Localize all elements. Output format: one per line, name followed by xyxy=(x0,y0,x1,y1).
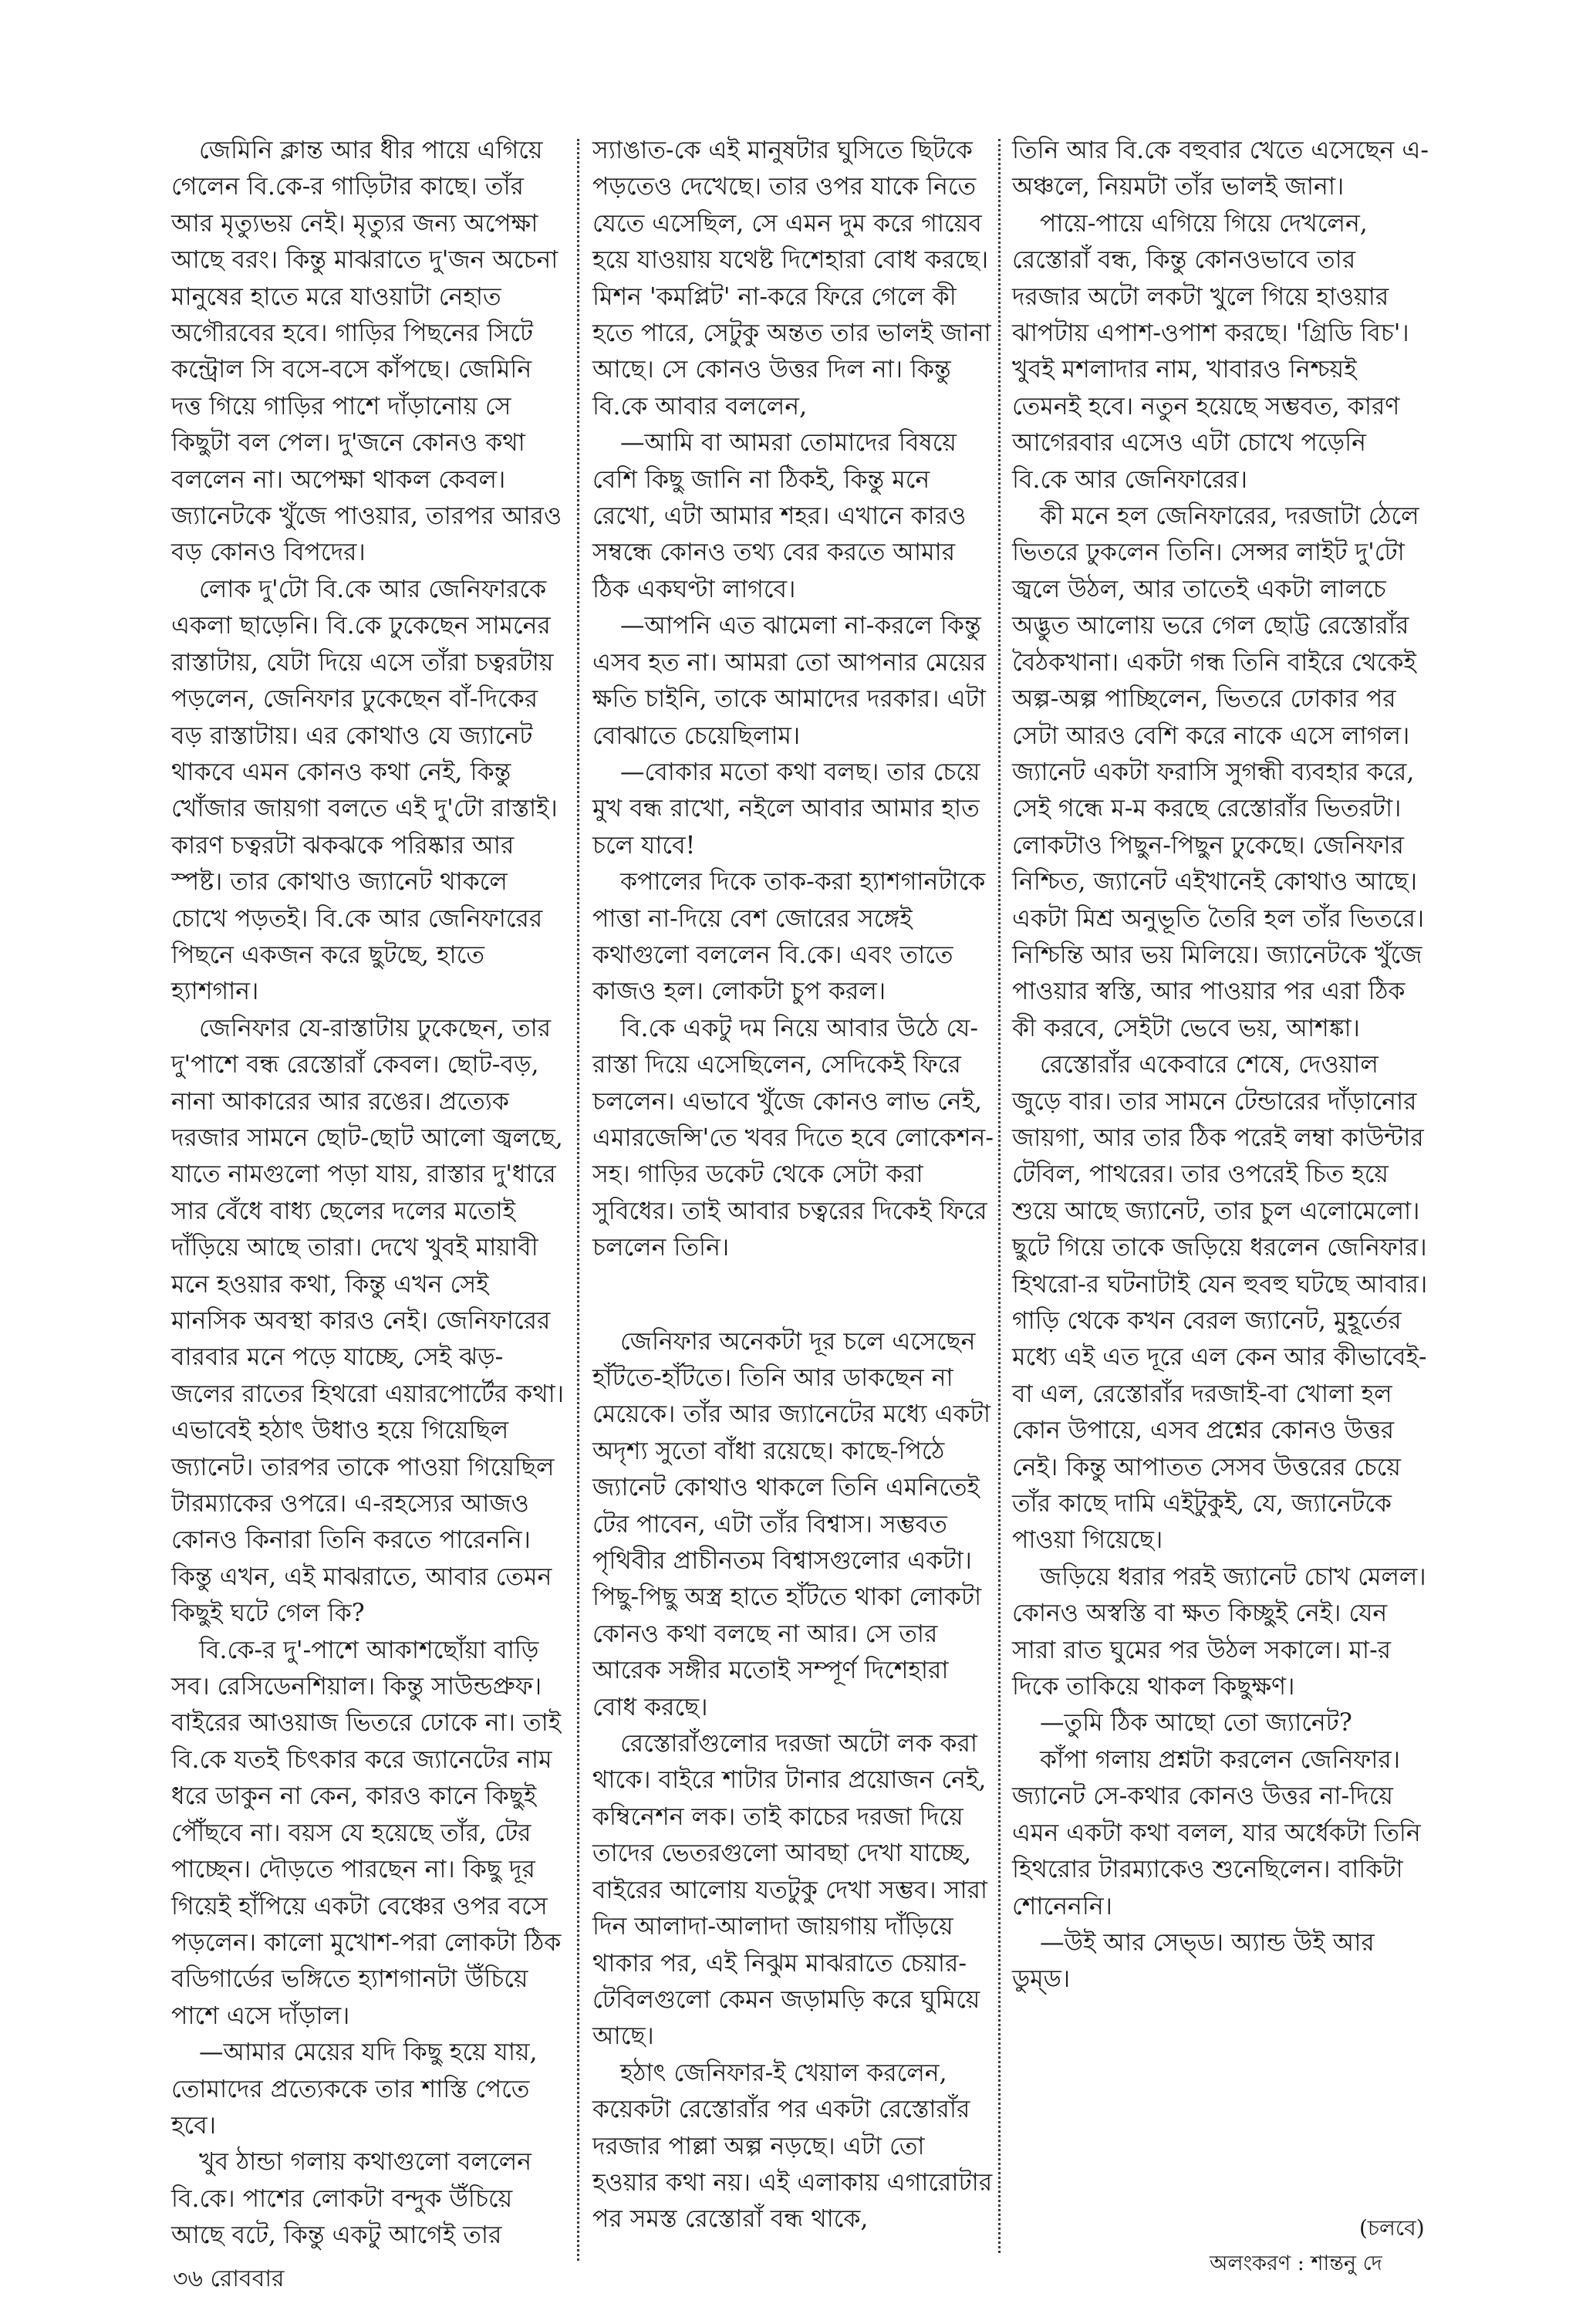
paragraph: জেনিফার যে-রাস্তাটায় ঢুকেছেন, তার দু'পাশে বন্ধ রেস্তোরাঁ কেবল। ছোট-বড়, নানা আকারের আর রঙের। প্রত্যেক দরজার সামনে ছোট-ছোট আলো জ্বলছে, যাতে নামগুলো পড়া যায়, রাস্তার দু'ধারে সার বেঁধে বাধ্য ছেলের দলের মতোই দাঁড়িয়ে আছে তারা। দেখে খুবই মায়াবী মনে হওয়ার কথা, কিন্তু এখন সেই মানসিক অবস্থা কারও নেই। জেনিফারের বারবার মনে পড়ে যাচ্ছে, সেই ঝড়-জলের রাতের হিথরো এয়ারপোর্টের কথা। এভাবেই হঠাৎ উধাও হয়ে গিয়েছিল জ্যানেট। তারপর তাকে পাওয়া গিয়েছিল টারম্যাকের ওপরে। এ-রহস্যের আজও কোনও কিনারা তিনি করতে পারেননি। কিন্তু এখন, এই মাঝরাতে, আবার তেমন কিছুই ঘটে গেল কি? xyxy=(171,1014,564,1628)
paragraph: তিনি আর বি.কে বহুবার খেতে এসেছেন এ-অঞ্চলে, নিয়মটা তাঁর ভালই জানা। xyxy=(1012,137,1429,201)
paragraph: জেনিফার অনেকটা দূর চলে এসেছেন হাঁটতে-হাঁটতে। তিনি আর ডাকছেন না মেয়েকে। তাঁর আর জ্যানেটের মধ্যে একটা অদৃশ্য সুতো বাঁধা রয়েছে। কাছে-পিঠে জ্যানেট কোথাও থাকলে তিনি এমনিতেই টের পাবেন, এটা তাঁর বিশ্বাস। সম্ভবত পৃথিবীর প্রাচীনতম বিশ্বাসগুলোর একটা। পিছু-পিছু অস্ত্র হাতে হাঁটতে থাকা লোকটা কোনও কথা বলছে না আর। সে তার আরেক সঙ্গীর মতোই সম্পূর্ণ দিশেহারা বোধ করছে। xyxy=(592,1327,990,1721)
paragraph: জেমিনি ক্লান্ত আর ধীর পায়ে এগিয়ে গেলেন বি.কে-র গাড়িটার কাছে। তাঁর আর মৃত্যুভয় নেই। মৃত্যুর জন্য অপেক্ষা আছে বরং। কিন্তু মাঝরাতে দু'জন অচেনা মানুষের হাতে মরে যাওয়াটা নেহাত অগৌরবের হবে। গাড়ির পিছনের সিটে কন্ট্রোল সি বসে-বসে কাঁপছে। জেমিনি দত্ত গিয়ে গাড়ির পাশে দাঁড়ানোয় সে কিছুটা বল পেল। দু'জনে কোনও কথা বললেন না। অপেক্ষা থাকল কেবল। জ্যানেটকে খুঁজে পাওয়ার, তারপর আরও বড় কোনও বিপদের। xyxy=(171,137,562,567)
text-column-2 xyxy=(592,133,994,2238)
paragraph: জড়িয়ে ধরার পরই জ্যানেট চোখ মেলল। কোনও অস্বস্তি বা ক্ষত কিচ্ছুই নেই। যেন সারা রাত ঘুমের পর উঠল সকালে। মা-র দিকে তাকিয়ে থাকল কিছুক্ষণ। xyxy=(1012,1562,1426,1701)
dialogue-paragraph: —উই আর সেভ্ড। অ্যান্ড উই আর ডুম্ড। xyxy=(1012,1928,1375,1994)
dialogue-paragraph: —আমার মেয়ের যদি কিছু হয়ে যায়, তোমাদের প্রত্যেককে তার শাস্তি পেতে হবে। xyxy=(171,2039,538,2140)
text-column-1 xyxy=(171,133,565,2255)
dialogue-paragraph: —তুমি ঠিক আছো তো জ্যানেট? xyxy=(1040,1709,1352,1738)
paragraph: কী মনে হল জেনিফারের, দরজাটা ঠেলে ভিতরে ঢুকলেন তিনি। সেন্সর লাইট দু'টো জ্বলে উঠল, আর তাতেই একটা লালচে অদ্ভুত আলোয় ভরে গেল ছোট্ট রেস্তোরাঁর বৈঠকখানা। একটা গন্ধ তিনি বাইরে থেকেই অল্প-অল্প পাচ্ছিলেন, ভিতরে ঢোকার পর সেটা আরও বেশি করে নাকে এসে লাগল। জ্যানেট একটা ফরাসি সুগন্ধী ব্যবহার করে, সেই গন্ধে ম-ম করছে রেস্তোরাঁর ভিতরটা। লোকটাও পিছুন-পিছুন ঢুকেছে। জেনিফার নিশ্চিত, জ্যানেট এইখানেই কোথাও আছে। একটা মিশ্র অনুভূতি তৈরি হল তাঁর ভিতরে। নিশ্চিন্তি আর ভয় মিলিয়ে। জ্যানেটকে খুঁজে পাওয়ার স্বস্তি, আর পাওয়ার পর এরা ঠিক কী করবে, সেইটা ভেবে ভয়, আশঙ্কা। xyxy=(1012,502,1425,1042)
dialogue-paragraph: —বোকার মতো কথা বলছ। তার চেয়ে মুখ বন্ধ রাখো, নইলে আবার আমার হাত চলে যাবে! xyxy=(592,758,980,860)
paragraph: রেস্তোরাঁর একেবারে শেষে, দেওয়াল জুড়ে বার। তার সামনে টেন্ডারের দাঁড়ানোর জায়গা, আর তার ঠিক পরেই লম্বা কাউন্টার টেবিল, পাথরের। তার ওপরেই চিত হয়ে শুয়ে আছে জ্যানেট, তার চুল এলোমেলো। ছুটে গিয়ে তাকে জড়িয়ে ধরলেন জেনিফার। হিথরো-র ঘটনাটাই যেন হুবহু ঘটছে আবার। গাড়ি থেকে কখন বেরল জ্যানেট, মুহূর্তের মধ্যে এই এত দূরে এল কেন আর কীভাবেই-বা এল, রেস্তোরাঁর দরজাই-বা খোলা হল কোন উপায়ে, এসব প্রশ্নের কোনও উত্তর নেই। কিন্তু আপাতত সেসব উত্তরের চেয়ে তাঁর কাছে দামি এইটুকুই, যে, জ্যানেটকে পাওয়া গিয়েছে। xyxy=(1012,1051,1428,1555)
to-be-continued-note: (চলবে) xyxy=(1359,2215,1425,2241)
section-break xyxy=(592,1267,994,1324)
paragraph: স্যাঙাত-কে এই মানুষটার ঘুসিতে ছিটকে পড়তেও দেখেছে। তার ওপর যাকে নিতে যেতে এসেছিল, সে এমন দুম করে গায়েব হয়ে যাওয়ায় যথেষ্ট দিশেহারা বোধ করছে। মিশন 'কমপ্লিট' না-করে ফিরে গেলে কী হতে পারে, সেটুকু অন্তত তার ভালই জানা আছে। সে কোনও উত্তর দিল না। কিন্তু বি.কে আবার বললেন, xyxy=(592,137,991,421)
paragraph: পায়ে-পায়ে এগিয়ে গিয়ে দেখলেন, রেস্তোরাঁ বন্ধ, কিন্তু কোনওভাবে তার দরজার অটো লকটা খুলে গিয়ে হাওয়ার ঝাপটায় এপাশ-ওপাশ করছে। 'গ্রিডি বিচ'। খুবই মশলাদার নাম, খাবারও নিশ্চয়ই তেমনই হবে। নতুন হয়েছে সম্ভবত, কারণ আগেরবার এসেও এটা চোখে পড়েনি বি.কে আর জেনিফারের। xyxy=(1012,209,1409,494)
paragraph: বি.কে-র দু'-পাশে আকাশছোঁয়া বাড়ি সব। রেসিডেনশিয়াল। কিন্তু সাউন্ডপ্রুফ। বাইরের আওয়াজ ভিতরে ঢোকে না। তাই বি.কে যতই চিৎকার করে জ্যানেটের নাম ধরে ডাকুন না কেন, কারও কানে কিছুই পৌঁছবে না। বয়স যে হয়েছে তাঁর, টের পাচ্ছেন। দৌড়তে পারছেন না। কিছু দূর গিয়েই হাঁপিয়ে একটা বেঞ্চের ওপর বসে পড়লেন। কালো মুখোশ-পরা লোকটা ঠিক বডিগার্ডের ভঙ্গিতে হ্যাশগানটা উঁচিয়ে পাশে এসে দাঁড়াল। xyxy=(171,1636,562,2030)
illustration-credit: অলংকরণ : শান্তনু দে xyxy=(1210,2251,1382,2275)
column-divider xyxy=(998,139,1001,2253)
column-divider xyxy=(577,139,579,2261)
paragraph: লোক দু'টো বি.কে আর জেনিফারকে একলা ছাড়েনি। বি.কে ঢুকেছেন সামনের রাস্তাটায়, যেটা দিয়ে এসে তাঁরা চত্বরটায় পড়লেন, জেনিফার ঢুকেছেন বাঁ-দিকের বড় রাস্তাটায়। এর কোথাও যে জ্যানেট থাকবে এমন কোনও কথা নেই, কিন্তু খোঁজার জায়গা বলতে এই দু'টো রাস্তাই। কারণ চত্বরটা ঝকঝকে পরিষ্কার আর স্পষ্ট। তার কোথাও জ্যানেট থাকলে চোখে পড়তই। বি.কে আর জেনিফারের পিছনে একজন করে ছুটছে, হাতে হ্যাশগান। xyxy=(171,575,558,1006)
paragraph: বি.কে একটু দম নিয়ে আবার উঠে যে-রাস্তা দিয়ে এসেছিলেন, সেদিকেই ফিরে চললেন। এভাবে খুঁজে কোনও লাভ নেই, এমারজেন্সি'তে খবর দিতে হবে লোকেশন-সহ। গাড়ির ডকেট থেকে সেটা করা সুবিধের। তাই আবার চত্বরের দিকেই ফিরে চললেন তিনি। xyxy=(592,1014,994,1262)
paragraph: হঠাৎ জেনিফার-ই খেয়াল করলেন, কয়েকটা রেস্তোরাঁর পর একটা রেস্তোরাঁর দরজার পাল্লা অল্প নড়ছে। এটা তো হওয়ার কথা নয়। এই এলাকায় এগারোটার পর সমস্ত রেস্তোরাঁ বন্ধ থাকে, xyxy=(592,2059,993,2234)
text-column-3 xyxy=(1012,133,1429,1998)
dialogue-paragraph: —আপনি এত ঝামেলা না-করলে কিন্তু এসব হত না। আমরা তো আপনার মেয়ের ক্ষতি চাইনি, তাকে আমাদের দরকার। এটা বোঝাতে চেয়েছিলাম। xyxy=(592,612,987,750)
paragraph: খুব ঠান্ডা গলায় কথাগুলো বললেন বি.কে। পাশের লোকটা বন্দুক উঁচিয়ে আছে বটে, কিন্তু একটু আগেই তার xyxy=(171,2148,532,2250)
paragraph: কপালের দিকে তাক-করা হ্যাশগানটাকে পাত্তা না-দিয়ে বেশ জোরের সঙ্গেই কথাগুলো বললেন বি.কে। এবং তাতে কাজও হল। লোকটা চুপ করল। xyxy=(592,868,986,1006)
page-folio: ৩৬ রোববার xyxy=(173,2265,285,2292)
paragraph: কাঁপা গলায় প্রশ্নটা করলেন জেনিফার। জ্যানেট সে-কথার কোনও উত্তর না-দিয়ে এমন একটা কথা বলল, যার অর্ধেকটা তিনি হিথরোর টারম্যাকেও শুনেছিলেন। বাকিটা শোনেননি। xyxy=(1012,1745,1421,1920)
dialogue-paragraph: —আমি বা আমরা তোমাদের বিষয়ে বেশি কিছু জানি না ঠিকই, কিন্তু মনে রেখো, এটা আমার শহর। এখানে কারও সম্বন্ধে কোনও তথ্য বের করতে আমার ঠিক একঘণ্টা লাগবে। xyxy=(592,429,967,603)
paragraph: রেস্তোরাঁগুলোর দরজা অটো লক করা থাকে। বাইরে শাটার টানার প্রয়োজন নেই, কম্বিনেশন লক। তাই কাচের দরজা দিয়ে তাদের ভেতরগুলো আবছা দেখা যাচ্ছে, বাইরের আলোয় যতটুকু দেখা সম্ভব। সারা দিন আলাদা-আলাদা জায়গায় দাঁড়িয়ে থাকার পর, এই নিঝুম মাঝরাতে চেয়ার-টেবিলগুলো কেমন জড়ামড়ি করে ঘুমিয়ে আছে। xyxy=(592,1730,988,2051)
